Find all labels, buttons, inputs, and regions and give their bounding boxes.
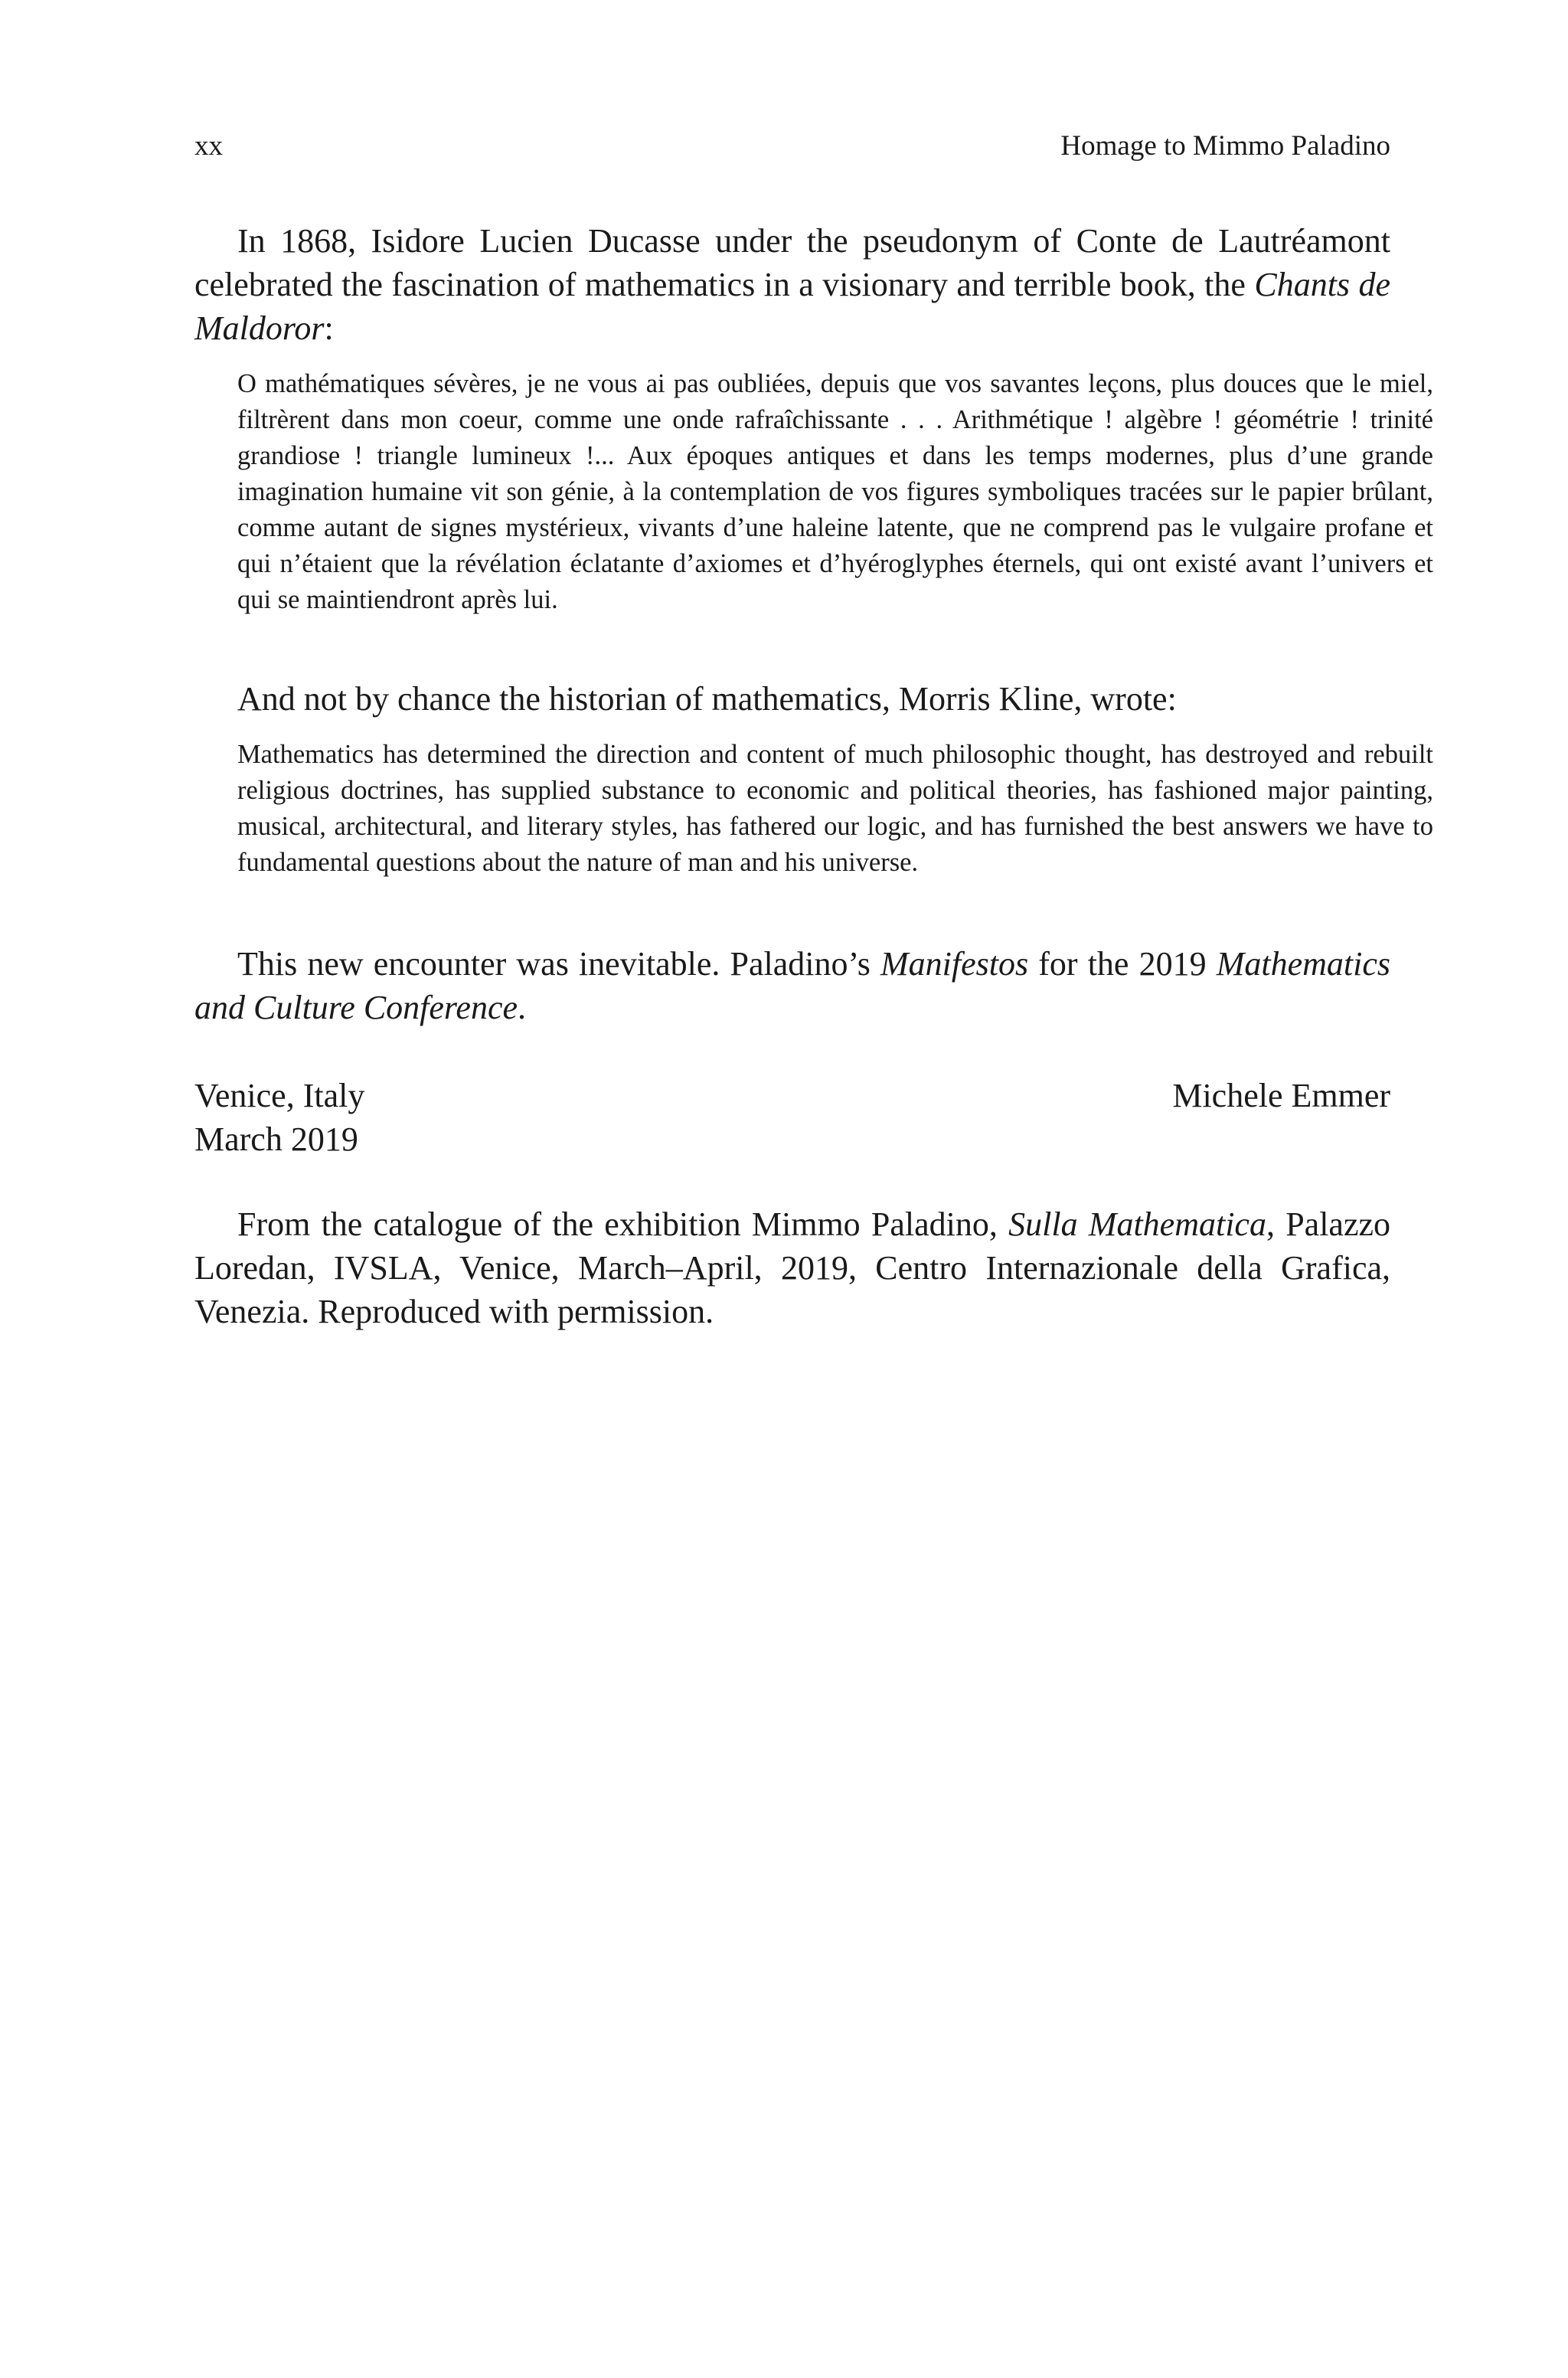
signature-author: Michele Emmer [1172,1077,1390,1114]
running-title: Homage to Mimmo Paladino [1060,130,1390,162]
source-note-text: From the catalogue of the exhibition Mimmo Paladino, [237,1205,1009,1243]
signature-block [194,1074,1390,1166]
kline-intro-paragraph: And not by chance the historian of mathematics, Morris Kline, wrote: [237,680,1177,718]
signature-date: March 2019 [194,1120,358,1158]
source-note-paragraph [194,1202,1390,1333]
intro-text: In 1868, Isidore Lucien Ducasse under the pseudonym of Conte de Lautréamont celebrated the fascination of mathematics in a visionary and terrible book, the [194,222,1390,303]
manifestos-title: Manifestos [880,945,1029,983]
signature-place: Venice, Italy [194,1077,365,1114]
encounter-end: . [518,989,526,1026]
encounter-middle: for the 2019 [1028,945,1217,983]
page-number: xx [194,130,223,162]
lautreamont-quote: O mathématiques sévères, je ne vous ai pas oubliées, depuis que vos savantes leçons, plus douces que le miel, filtrèrent dans mon coeur, comme une onde rafraîchissante . . . Arithmétique ! algèbre ! géométrie ! trinité grandiose ! triangle lumineux !... Aux époques antiques et dans les temps modernes, plus d’une grande imagination humaine vit son génie, à la contemplation de vos figures symboliques tracées sur le papier brûlant, comme autant de signes mystérieux, vivants d’une haleine latente, que ne comprend pas le vulgaire profane et qui n’étaient que la révélation éclatante d’axiomes et d’hyéroglyphes éternels, qui ont existé avant l’univers et qui se maintiendront après lui. [237,369,1433,614]
kline-quote: Mathematics has determined the direction and content of much philosophic thought, has destroyed and rebuilt religious doctrines, has supplied substance to economic and political theories, has fashioned major painting, musical, architectural, and literary styles, has fathered our logic, and has furnished the best answers we have to fundamental questions about the nature of man and his universe. [237,740,1433,877]
encounter-paragraph [194,942,1390,1029]
book-title: Chants de Maldoror [194,266,1390,347]
intro-paragraph [194,219,1390,350]
conference-title: Mathematics and Culture Conference [194,945,1390,1026]
signature-place-date [194,1074,364,1161]
exhibition-title: Sulla Mathematica [1008,1205,1266,1243]
running-head [194,127,1390,165]
source-note-end: , Palazzo Loredan, IVSLA, Venice, March–April, 2019, Centro Internazionale della Grafica, Venezia. Reproduced with permission. [194,1205,1391,1330]
intro-colon: : [324,309,334,347]
encounter-text: This new encounter was inevitable. Paladino’s [237,945,881,983]
